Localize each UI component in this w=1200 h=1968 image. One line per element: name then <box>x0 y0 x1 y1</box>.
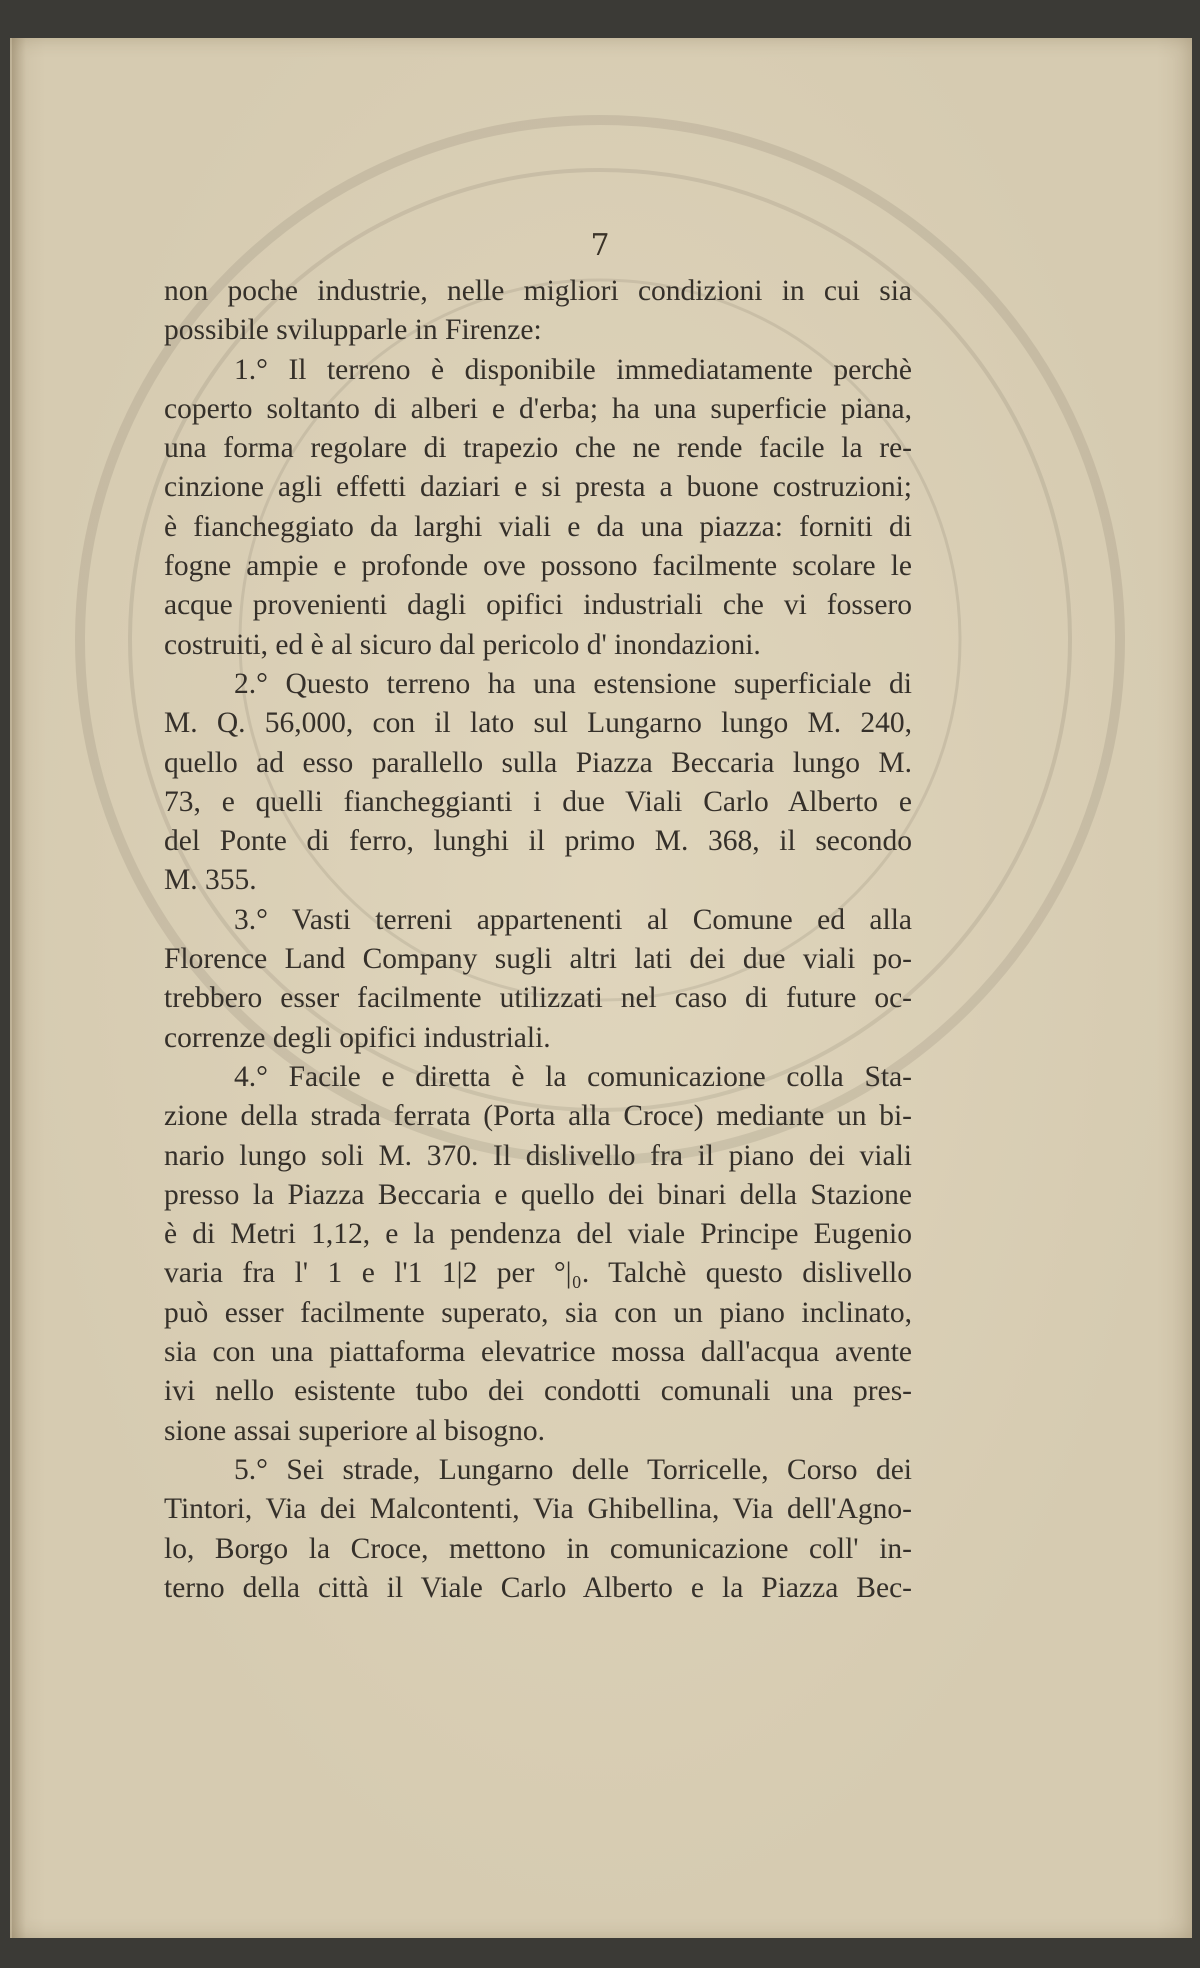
text-line: nario lungo soli M. 370. Il dislivello fra il piano dei viali <box>164 1139 912 1172</box>
text-line: 2.° Questo terreno ha una estensione superficiale di <box>234 667 912 700</box>
text-line: 73, e quelli fiancheggianti i due Viali Carlo Alberto e <box>164 785 912 818</box>
text-line: è fiancheggiato da larghi viali e da una piazza: forniti di <box>164 510 912 543</box>
page-number: 7 <box>590 228 610 263</box>
text-line: trebbero esser facilmente utilizzati nel caso di future oc- <box>164 982 912 1015</box>
text-line: del Ponte di ferro, lunghi il primo M. 368, il secondo <box>164 825 912 858</box>
text-line: una forma regolare di trapezio che ne rende facile la re- <box>164 432 912 465</box>
text-line: lo, Borgo la Croce, mettono in comunicazione coll' in- <box>164 1532 912 1565</box>
text-line: acque provenienti dagli opifici industriali che vi fossero <box>164 589 912 622</box>
text-line: sia con una piattaforma elevatrice mossa dall'acqua avente <box>164 1336 912 1369</box>
text-line: zione della strada ferrata (Porta alla Croce) mediante un bi- <box>164 1100 912 1133</box>
text-line: terno della città il Viale Carlo Alberto e la Piazza Bec- <box>164 1571 912 1604</box>
page-fold-shadow <box>12 38 26 1938</box>
body-text <box>164 272 912 1608</box>
text-line: Tintori, Via dei Malcontenti, Via Ghibellina, Via dell'Agno- <box>164 1493 912 1526</box>
text-line: 5.° Sei strade, Lungarno delle Torricelle, Corso dei <box>234 1453 912 1486</box>
text-line: coperto soltanto di alberi e d'erba; ha una superficie piana, <box>164 392 912 425</box>
text-line: ivi nello esistente tubo dei condotti comunali una pres- <box>164 1375 912 1408</box>
text-line: è di Metri 1,12, e la pendenza del viale Principe Eugenio <box>164 1218 912 1251</box>
text-line: non poche industrie, nelle migliori condizioni in cui sia <box>164 275 912 307</box>
text-line: correnze degli opifici industriali. <box>164 1021 551 1054</box>
text-line: può esser facilmente superato, sia con un piano inclinato, <box>164 1296 912 1329</box>
text-line: costruiti, ed è al sicuro dal pericolo d' inondazioni. <box>164 628 761 661</box>
text-line: M. Q. 56,000, con il lato sul Lungarno lungo M. 240, <box>164 707 912 740</box>
text-line: presso la Piazza Beccaria e quello dei binari della Stazione <box>164 1178 912 1211</box>
text-line: 1.° Il terreno è disponibile immediatamente perchè <box>234 353 912 386</box>
text-line: cinzione agli effetti daziari e si presta a buone costruzioni; <box>164 471 912 504</box>
text-line: quello ad esso parallello sulla Piazza Beccaria lungo M. <box>164 746 912 779</box>
text-line: possibile svilupparle in Firenze: <box>164 314 542 347</box>
text-line: fogne ampie e profonde ove possono facilmente scolare le <box>164 550 912 583</box>
text-line: varia fra l' 1 e l'1 1|2 per °|₀. Talchè questo dislivello <box>164 1257 912 1290</box>
text-line: M. 355. <box>164 864 257 897</box>
text-line: sione assai superiore al bisogno. <box>164 1414 545 1447</box>
text-line: Florence Land Company sugli altri lati dei due viali po- <box>164 943 912 976</box>
text-line: 3.° Vasti terreni appartenenti al Comune ed alla <box>234 903 912 936</box>
text-line: 4.° Facile e diretta è la comunicazione colla Sta- <box>234 1060 912 1093</box>
